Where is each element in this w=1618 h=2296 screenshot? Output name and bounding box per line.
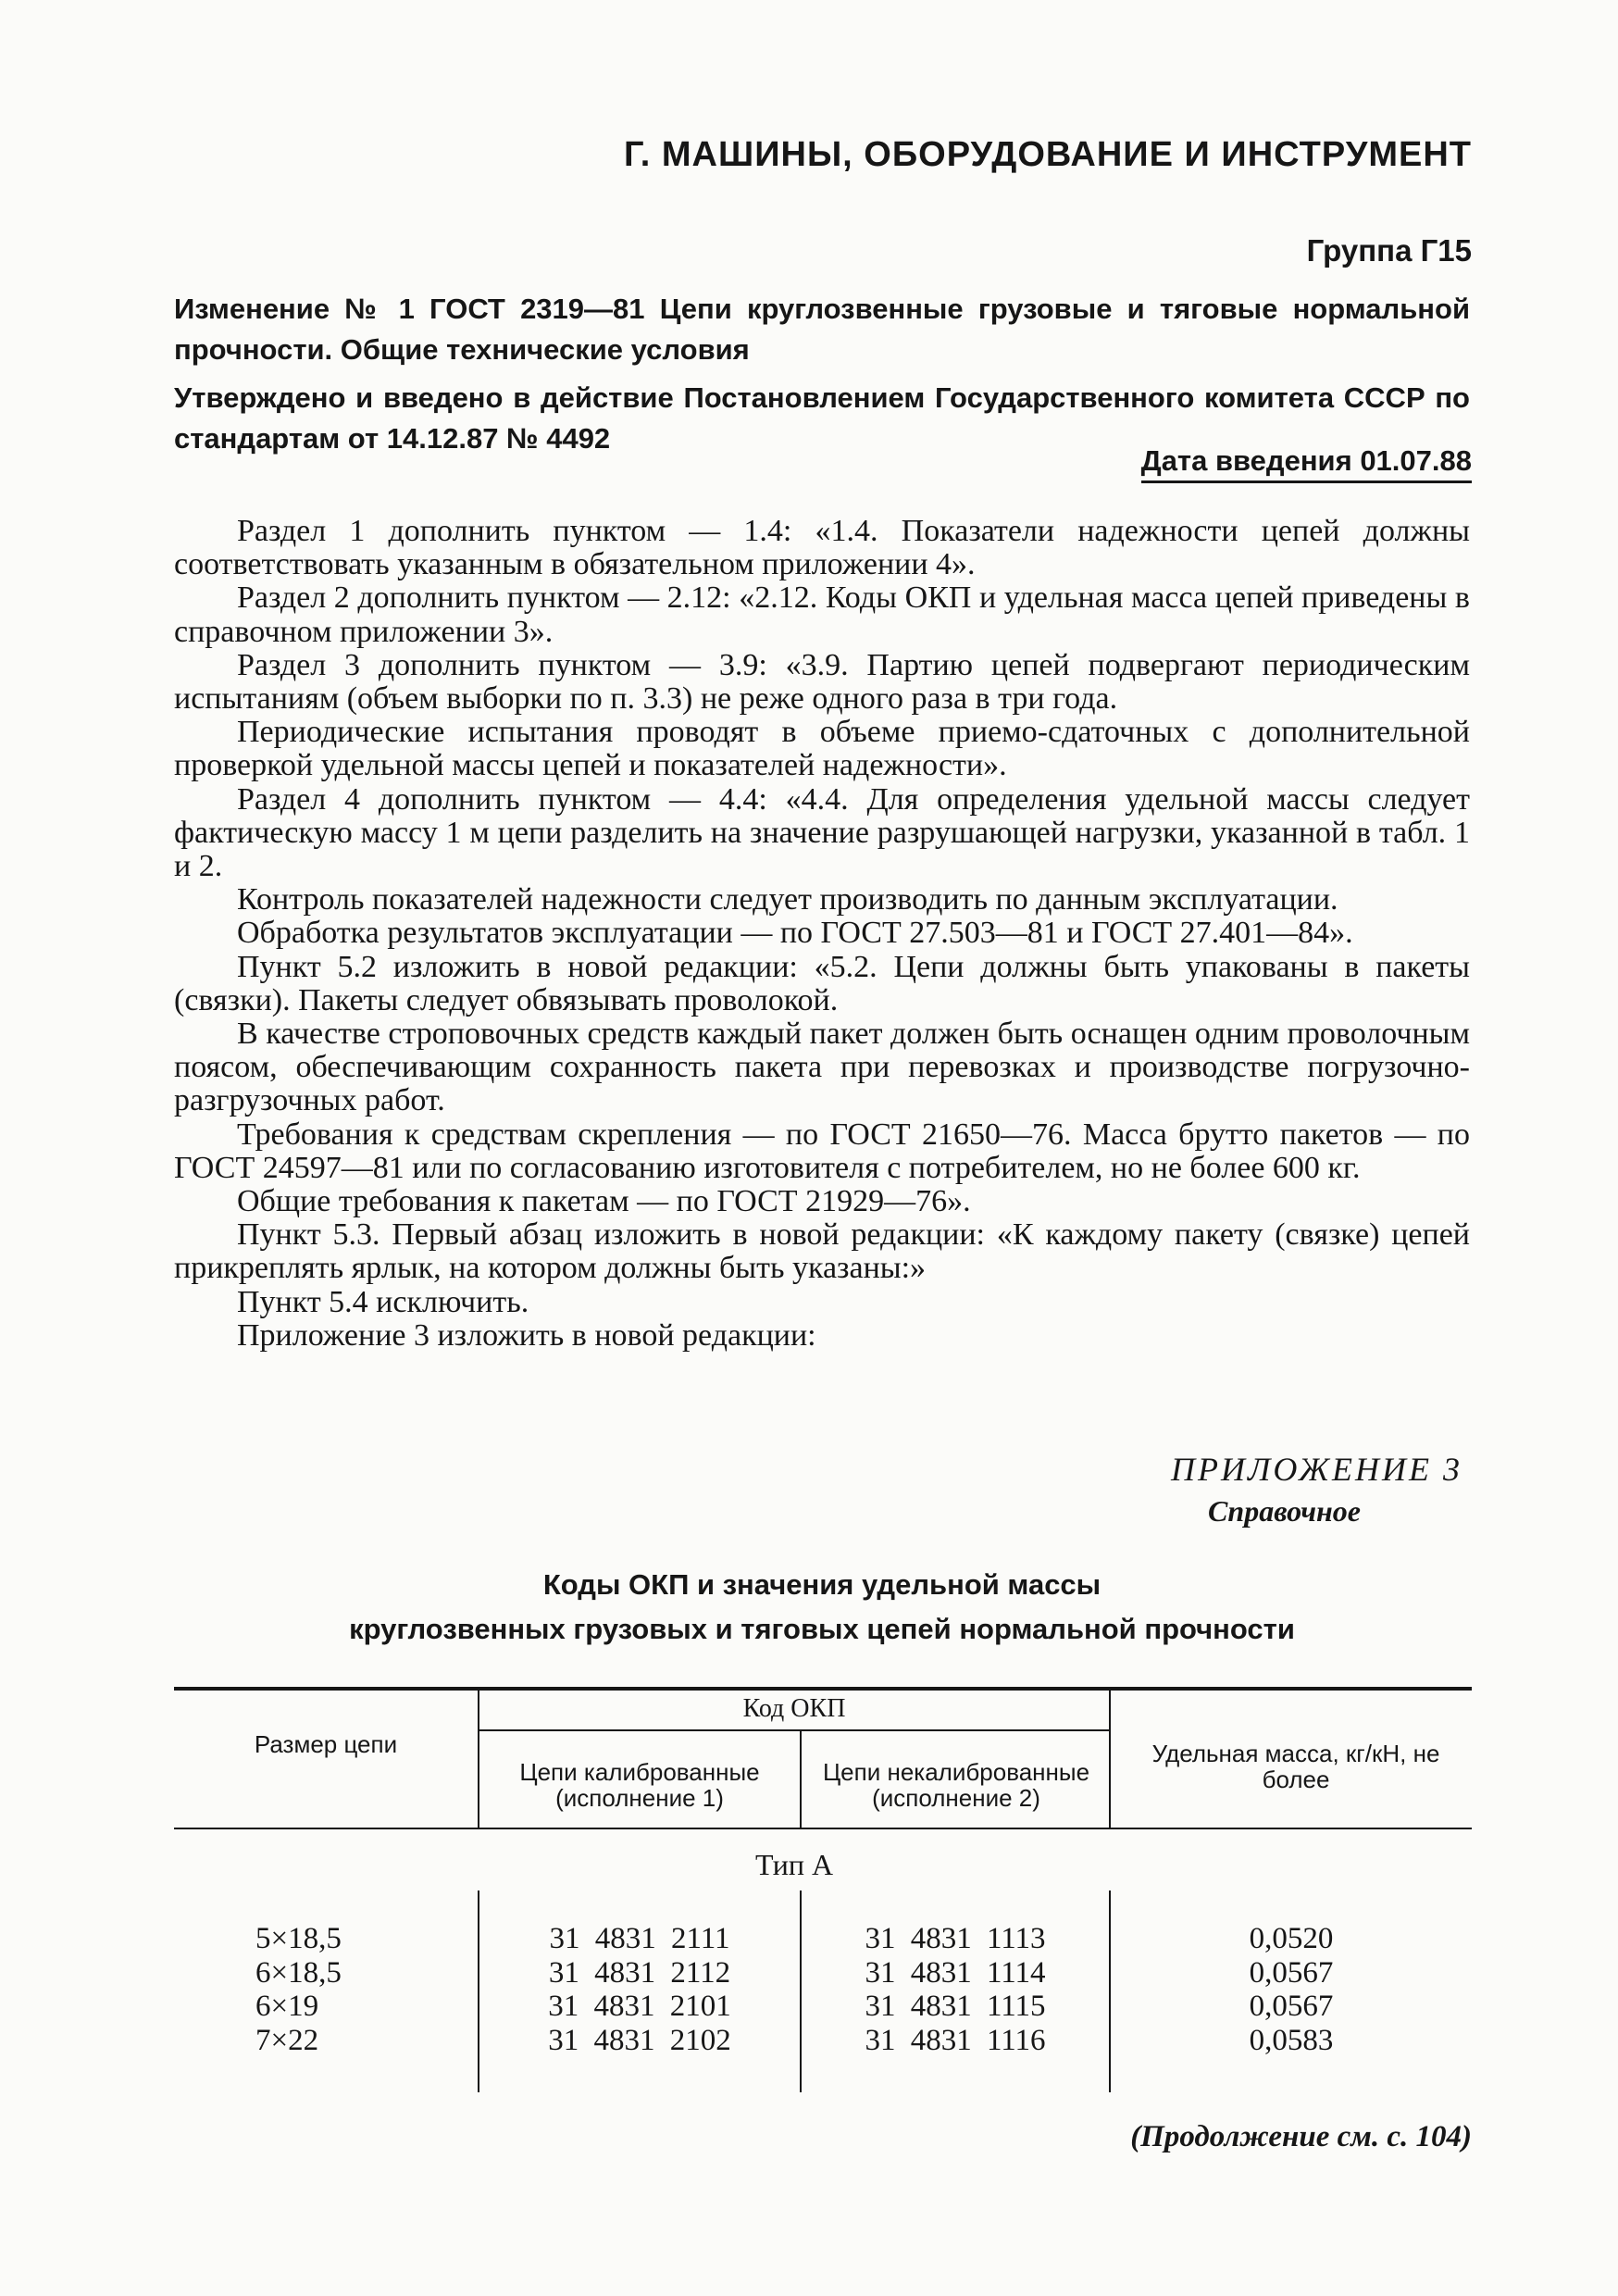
table-title-line: круглозвенных грузовых и тяговых цепей нормальной прочности [349,1613,1295,1645]
table-cell-mass: 0,0583 [1249,2023,1334,2057]
okp-subheader-rule [479,1729,1111,1731]
calibrated-column [479,1922,800,2057]
appendix-heading [1111,1446,1462,1529]
header-calibrated: Цепи калиброванные (исполнение 1) [519,1758,760,1812]
table-cell-uncalibrated: 31 4831 1115 [865,1990,1046,2023]
paragraph: Обработка результатов эксплуатации — по ГОСТ 27.503—81 и ГОСТ 27.401—84». [237,916,1353,951]
table-cell-mass: 0,0520 [1249,1922,1334,1955]
paragraph: Контроль показателей надежности следует производить по данным эксплуатации. [237,882,1338,917]
approval-statement: Утверждено и введено в действие Постановлением Государственного комитета СССР по стандартам от 14.12.87 № 4492 [174,381,1470,455]
table-cell-calibrated: 31 4831 2102 [548,2023,731,2057]
table-cell-uncalibrated: 31 4831 1114 [865,1955,1046,1990]
size-column [255,1922,441,2057]
paragraph: Раздел 3 дополнить пунктом — 3.9: «3.9. Партию цепей подвергают периодическим испытаниям (объем выборки по п. 3.3) не реже одного раза в три года. [174,647,1470,717]
paragraph: Раздел 4 дополнить пунктом — 4.4: «4.4. Для определения удельной массы следует фактическую массу 1 м цепи разделить на значение разрушающей нагрузки, указанной в табл. 1 и 2. [174,781,1470,884]
table-cell-mass: 0,0567 [1249,1955,1334,1990]
header-size: Размер цепи [254,1730,398,1758]
table-cell-uncalibrated: 31 4831 1116 [865,2023,1046,2057]
paragraph: Раздел 1 дополнить пунктом — 1.4: «1.4. Показатели надежности цепей должны соответствовать указанным в обязательном приложении 4». [174,514,1470,582]
table-cell-size: 5×18,5 [255,1922,342,1955]
table-cell-size: 6×19 [255,1990,319,2023]
table-cell-size: 6×18,5 [255,1955,342,1990]
table-cell-uncalibrated: 31 4831 1113 [865,1922,1046,1955]
header-specific-mass: Удельная масса, кг/кН, не более [1151,1740,1440,1793]
header-uncalibrated: Цепи некалиброванные (исполнение 2) [822,1758,1090,1812]
table-cell-size: 7×22 [255,2023,319,2057]
column-divider [800,1731,802,1829]
appendix-title: ПРИЛОЖЕНИЕ 3 [1171,1451,1462,1488]
effective-date [1018,444,1472,478]
table-title [174,1563,1470,1652]
amendment-body [174,515,1470,1353]
paragraph: Пункт 5.4 исключить. [237,1284,529,1319]
effective-date-text: Дата введения 01.07.88 [1141,444,1472,483]
type-label: Тип А [754,1848,834,1881]
table-title-line: Коды ОКП и значения удельной массы [542,1568,1101,1601]
table-cell-calibrated: 31 4831 2101 [548,1990,731,2023]
paragraph: Периодические испытания проводят в объеме приемо-сдаточных с дополнительной проверкой удельной массы цепей и показателей надежности». [174,715,1470,783]
appendix-subtitle: Справочное [1208,1494,1361,1528]
group-label: Группа Г15 [1306,233,1472,268]
header-okp-code: Код ОКП [742,1694,846,1723]
table-cell-calibrated: 31 4831 2111 [549,1922,730,1955]
uncalibrated-column [802,1922,1109,2057]
mass-column [1111,1922,1472,2057]
column-divider [1109,1691,1111,1829]
header-bottom-rule [174,1828,1472,1829]
table-top-rule [174,1687,1472,1691]
amendment-title: Изменение № 1 ГОСТ 2319—81 Цепи круглозвенные грузовые и тяговые нормальной прочности. Общие технические условия [174,293,1470,366]
paragraph: Требования к средствам скрепления — по ГОСТ 21650—76. Масса брутто пакетов — по ГОСТ 24597—81 или по согласованию изготовителя с потребителем, но не более 600 кг. [174,1117,1470,1185]
paragraph: Пункт 5.3. Первый абзац изложить в новой редакции: «К каждому пакету (связке) цепей прикреплять ярлык, на котором должны быть указаны:» [174,1217,1470,1286]
paragraph: Приложение 3 изложить в новой редакции: [237,1317,816,1353]
paragraph: Раздел 2 дополнить пунктом — 2.12: «2.12. Коды ОКП и удельная масса цепей приведены в справочном приложении 3». [174,580,1470,649]
table-cell-mass: 0,0567 [1249,1990,1334,2023]
paragraph: В качестве строповочных средств каждый пакет должен быть оснащен одним проволочным поясом, обеспечивающим сохранность пакета при перевозках и производстве погрузочно-разгрузочных работ. [174,1017,1470,1118]
continuation-note: (Продолжение см. с. 104) [1130,2120,1472,2153]
table-cell-calibrated: 31 4831 2112 [548,1955,731,1990]
paragraph: Общие требования к пакетам — по ГОСТ 21929—76». [237,1184,971,1219]
section-title: Г. МАШИНЫ, ОБОРУДОВАНИЕ И ИНСТРУМЕНТ [624,135,1472,174]
paragraph: Пункт 5.2 изложить в новой редакции: «5.2. Цепи должны быть упакованы в пакеты (связки). Пакеты следует обвязывать проволокой. [174,949,1470,1017]
